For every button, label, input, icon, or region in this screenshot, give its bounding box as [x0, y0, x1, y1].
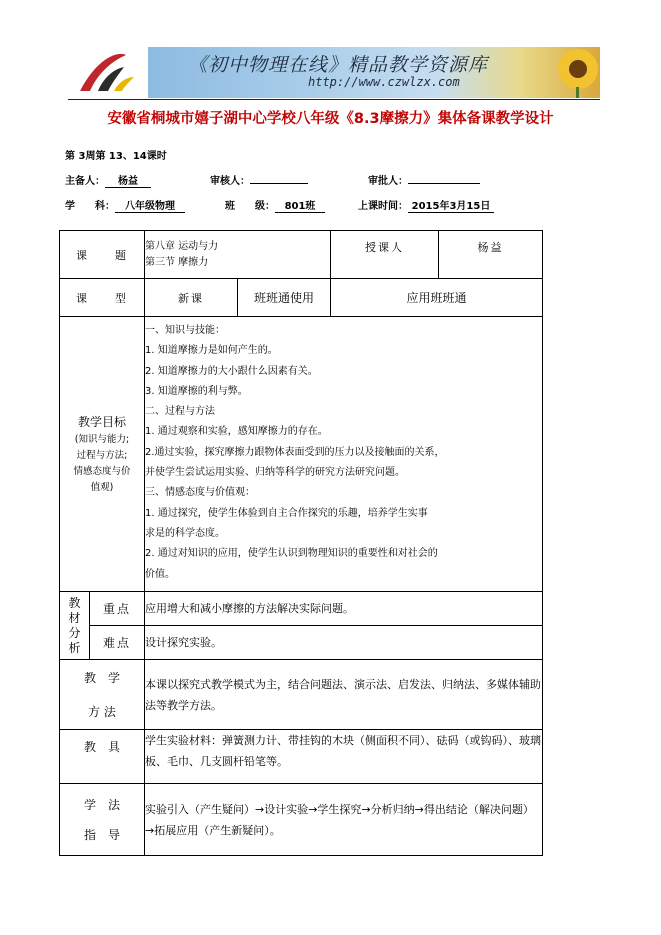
approver-field: [368, 172, 480, 187]
goal-line: 3. 知道摩擦的利与弊。: [145, 385, 248, 397]
method-label-2: 方 法: [88, 704, 116, 719]
analysis-label: [60, 592, 90, 660]
preparer-field: [65, 172, 151, 188]
date-label: 上课时间：: [358, 201, 408, 212]
goals-content: [145, 317, 543, 592]
tools-value: 学生实验材料：弹簧测力计、带挂钩的木块（侧面积不同）、砝码（或钩码）、玻璃板、毛巾、几支圆杆铅笔等。: [145, 730, 543, 784]
difficulty-label: 难点: [90, 626, 145, 660]
analysis-char: 材: [68, 610, 81, 625]
goals-sub-4: 值观): [90, 482, 114, 493]
topic-section: 第三节 摩擦力: [145, 256, 209, 268]
goal-line: 1. 知道摩擦力是如何产生的。: [145, 345, 278, 357]
header-rule: [68, 99, 600, 100]
class-field: [225, 197, 325, 213]
goals-sub-2: 过程与方法;: [76, 450, 128, 461]
study-label-2: 指 导: [83, 827, 120, 842]
study-label: [60, 784, 145, 856]
goal-line: 价值。: [145, 568, 175, 580]
class-use-value: 应用班班通: [331, 279, 543, 317]
key-point-row: [60, 592, 543, 626]
type-label: 课 型: [60, 279, 145, 317]
analysis-char: 析: [68, 640, 81, 655]
subject-value: 八年级物理: [115, 197, 185, 213]
analysis-char: 分: [68, 625, 81, 640]
type-row: [60, 279, 543, 317]
week-line: 第 3周第 13、14课时: [65, 151, 167, 162]
reviewer-field: [210, 172, 308, 187]
difficulty-value: 设计探究实验。: [145, 626, 543, 660]
class-use-label: 班班通使用: [238, 279, 331, 317]
goals-label-cell: [60, 317, 145, 592]
date-field: [358, 197, 494, 213]
date-value: 2015年3月15日: [408, 197, 494, 213]
sunflower-icon: [540, 47, 600, 98]
topic-label: 课 题: [60, 231, 145, 279]
method-value: 本课以探究式教学模式为主，结合问题法、演示法、启发法、归纳法、多媒体辅助法等教学方法。: [145, 660, 543, 730]
tools-row: [60, 730, 543, 784]
reviewer-label: 审核人：: [210, 176, 250, 187]
method-row: [60, 660, 543, 730]
goals-sub-1: (知识与能力;: [74, 434, 130, 445]
banner-title: 《初中物理在线》精品教学资源库: [188, 54, 489, 76]
preparer-value: 杨益: [105, 172, 151, 188]
teacher-label: 授课人: [331, 231, 439, 279]
reviewer-value: [250, 183, 308, 184]
goal-line: 并使学生尝试运用实验、归纳等科学的研究方法研究问题。: [145, 467, 405, 479]
header-banner: [68, 47, 600, 98]
teacher-value: 杨益: [439, 231, 543, 279]
preparer-label: 主备人：: [65, 176, 105, 187]
key-label: 重点: [90, 592, 145, 626]
goal-line: 2.通过实验，探究摩擦力跟物体表面受到的压力以及接触面的关系，: [145, 446, 445, 458]
goal-line: 三、情感态度与价值观：: [145, 487, 255, 499]
site-logo: [68, 47, 148, 98]
class-value: 801班: [275, 197, 325, 213]
method-label-1: 教 学: [83, 670, 120, 685]
goal-line: 求是的科学态度。: [145, 527, 225, 539]
goals-row: [60, 317, 543, 592]
tools-label: 教 具: [60, 730, 145, 784]
goals-sub-3: 情感态度与价: [73, 466, 131, 477]
method-label: [60, 660, 145, 730]
subject-label: 学 科：: [65, 201, 115, 212]
analysis-char: 教: [68, 595, 81, 610]
topic-row: [60, 231, 543, 279]
approver-value: [408, 183, 480, 184]
class-label: 班 级：: [225, 201, 275, 212]
goal-line: 一、知识与技能：: [145, 325, 225, 336]
document-title: 安徽省桐城市嬉子湖中心学校八年级《8.3摩擦力》集体备课教学设计: [107, 111, 554, 127]
goal-line: 1. 通过观察和实验，感知摩擦力的存在。: [145, 426, 328, 438]
subject-field: [65, 197, 185, 213]
study-row: [60, 784, 543, 856]
goals-label: 教学目标: [77, 415, 126, 429]
goal-line: 2. 通过对知识的应用，使学生认识到物理知识的重要性和对社会的: [145, 548, 438, 560]
key-value: 应用增大和减小摩擦的方法解决实际问题。: [145, 592, 543, 626]
topic-chapter: 第八章 运动与力: [145, 240, 219, 252]
lesson-plan-table: [59, 230, 543, 856]
study-value: 实验引入（产生疑问）→设计实验→学生探究→分析归纳→得出结论（解决问题）→拓展应用（产生新疑问）。: [145, 784, 543, 856]
approver-label: 审批人：: [368, 176, 408, 187]
goal-line: 1. 通过探究，使学生体验到自主合作探究的乐趣，培养学生实事: [145, 507, 428, 519]
study-label-1: 学 法: [83, 797, 120, 812]
topic-value: [145, 231, 331, 279]
banner-url: http://www.czwlzx.com: [308, 75, 460, 89]
difficulty-row: [60, 626, 543, 660]
goal-line: 二、过程与方法: [145, 406, 215, 418]
type-value: 新课: [145, 279, 238, 317]
goal-line: 2. 知道摩擦力的大小跟什么因素有关。: [145, 365, 318, 377]
